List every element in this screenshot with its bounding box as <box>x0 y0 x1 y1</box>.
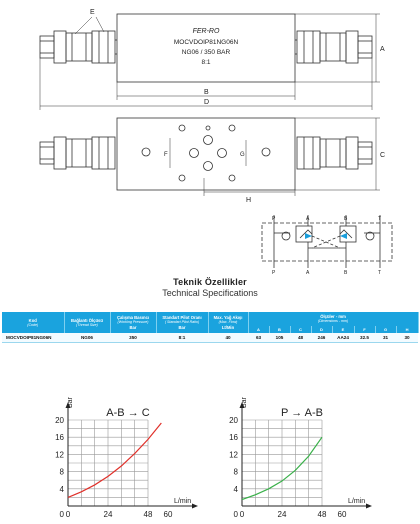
cell-dim-f: 32.5 <box>354 333 375 342</box>
cell-dim-e: AA24 <box>332 333 354 342</box>
x-tick-label: 60 <box>337 510 347 519</box>
col-dim-h: H <box>396 326 418 333</box>
col-dim-c: C <box>290 326 311 333</box>
hydraulic-schematic <box>262 215 392 268</box>
origin-tick-label: 0 <box>59 510 64 519</box>
top-right-fitting <box>295 31 372 63</box>
cell-pressure: 350 <box>110 333 156 342</box>
cell-dim-d: 246 <box>311 333 332 342</box>
port-a-bottom: A <box>306 270 310 276</box>
ratio-label: 8:1 <box>201 59 211 66</box>
col-dim-a: A <box>248 326 269 333</box>
port-t-top: T <box>378 216 382 222</box>
x-tick-label: 0 <box>239 510 245 519</box>
dim-g-label: G <box>240 152 245 158</box>
spec-title <box>0 277 420 298</box>
col-flow: Max. Yağ Akışı (Max. Flow) Lt/Min <box>208 312 248 333</box>
dim-c-label: C <box>380 152 386 159</box>
x-axis-arrow <box>366 504 372 509</box>
y-tick-label: 4 <box>233 484 238 494</box>
port-p-top: P <box>272 216 276 222</box>
port-b-top: B <box>344 216 348 222</box>
y-tick-label: 16 <box>55 433 64 443</box>
y-tick-label: 8 <box>233 467 238 477</box>
chart-ab-c-svg <box>38 392 223 522</box>
dim-h-label: H <box>246 197 252 204</box>
col-code: Kod (Code) <box>2 312 64 333</box>
chart-ab-c <box>38 392 223 522</box>
dim-a-label: A <box>380 46 385 53</box>
port-p-bottom: P <box>272 270 276 276</box>
spec-title-tr: Teknik Özellikler <box>173 277 247 287</box>
y-tick-label: 4 <box>59 484 64 494</box>
port-t-bottom: T <box>378 270 382 276</box>
chart-p-ab-svg <box>212 392 397 522</box>
front-right-fitting <box>297 137 372 169</box>
chart-title: A-B → C <box>106 407 150 419</box>
x-tick-label: 48 <box>143 510 153 519</box>
model-label: MOCVDOIP81NG06N <box>173 39 239 46</box>
port-a-top: A <box>306 216 310 222</box>
x-axis-label: L/min <box>174 498 192 505</box>
y-axis-label: Bar <box>67 397 74 408</box>
y-tick-label: 8 <box>59 467 64 477</box>
brand-label: FER-RO <box>192 28 220 35</box>
cell-code: MOCVDOIP81NG06N <box>2 333 64 342</box>
chart-title: P → A-B <box>281 407 323 419</box>
col-dim-g: G <box>375 326 396 333</box>
x-tick-label: 24 <box>277 510 287 519</box>
dim-e-label: E <box>90 9 95 16</box>
x-tick-label: 48 <box>317 510 327 519</box>
spec-title-en: Technical Specifications <box>162 288 258 298</box>
col-dim-e: E <box>332 326 354 333</box>
spec-table <box>2 312 419 343</box>
x-tick-label: 0 <box>65 510 71 519</box>
front-left-fitting <box>40 137 115 169</box>
x-tick-label: 24 <box>103 510 113 519</box>
col-pressure: Çalışma Basıncı (Working Pressure) Bar <box>110 312 156 333</box>
col-pilot: Standart Pilot Oranı ( Standart Pilot Ratio) Bar <box>156 312 208 333</box>
series-line <box>68 423 161 497</box>
cell-thread: NG06 <box>64 333 110 342</box>
port-b-bottom: B <box>344 270 348 276</box>
y-tick-label: 20 <box>229 416 238 425</box>
cell-dim-h: 30 <box>396 333 418 342</box>
chart-p-ab <box>212 392 397 522</box>
col-dim-b: B <box>269 326 290 333</box>
y-tick-label: 20 <box>55 416 64 425</box>
dim-d-label: D <box>204 99 210 106</box>
top-view-body <box>117 14 295 82</box>
x-axis-label: L/min <box>348 498 366 505</box>
cell-flow: 40 <box>208 333 248 342</box>
cell-dim-g: 31 <box>375 333 396 342</box>
col-dim-d: D <box>311 326 332 333</box>
x-axis-arrow <box>192 504 198 509</box>
cell-dim-c: 48 <box>290 333 311 342</box>
cell-dim-b: 105 <box>269 333 290 342</box>
x-tick-label: 60 <box>163 510 173 519</box>
origin-tick-label: 0 <box>233 510 238 519</box>
table-row <box>2 333 418 342</box>
cell-pilot: 8:1 <box>156 333 208 342</box>
y-tick-label: 12 <box>55 450 64 460</box>
col-thread: Bağlantı Ölçüsü (Thread Size) <box>64 312 110 333</box>
dim-b-label: B <box>204 89 209 96</box>
y-tick-label: 16 <box>229 433 238 443</box>
cell-dim-a: 63 <box>248 333 269 342</box>
dim-f-label: F <box>164 152 168 158</box>
col-dim-f: F <box>354 326 375 333</box>
top-left-fitting <box>40 31 117 63</box>
col-dims: Ölçüler - mm (Dimensions - mm) <box>248 312 418 326</box>
size-pressure-label: NG06 / 350 BAR <box>181 49 231 56</box>
y-tick-label: 12 <box>229 450 238 460</box>
y-axis-label: Bar <box>241 397 248 408</box>
